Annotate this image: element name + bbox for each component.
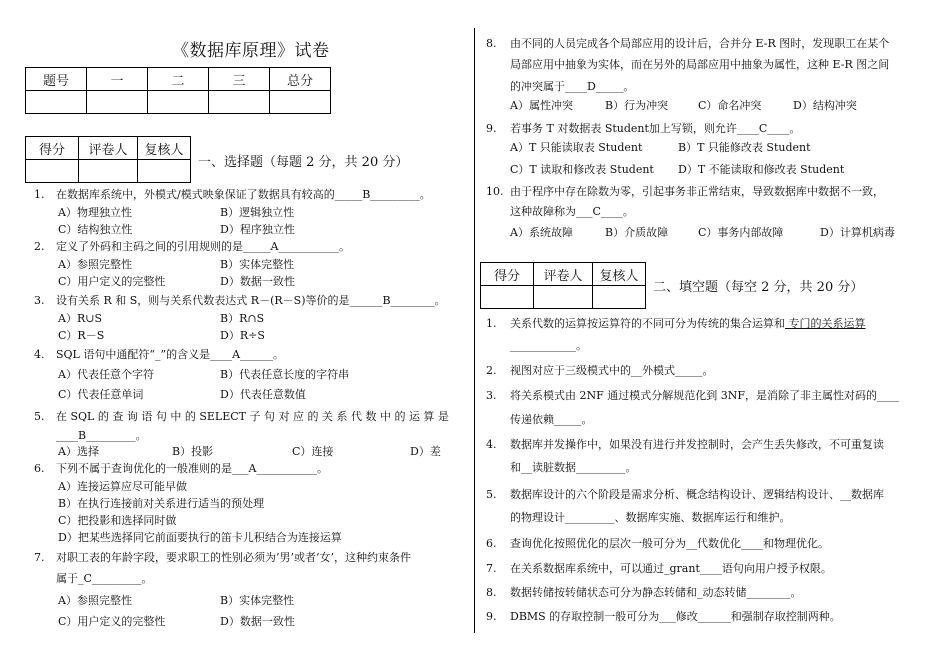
option: A）系统故障 (510, 226, 573, 239)
option: B）逻辑独立性 (220, 206, 295, 219)
fill-question-6: 6. 查询优化按照优化的层次一般可分为__代数优化____和物理优化。 (486, 537, 829, 550)
column-divider (474, 28, 475, 633)
option: C）命名冲突 (698, 99, 762, 112)
score-table-value-row (26, 91, 331, 114)
score-table (25, 67, 331, 114)
score-header-cell: 二 (148, 68, 209, 91)
option: D）差 (410, 445, 441, 458)
option: D）程序独立性 (220, 223, 295, 236)
question-9: 9. 若事务 T 对数据表 Student加上写锁，则允许____C____。 (486, 122, 801, 135)
score-value-cell (26, 91, 87, 114)
grader-value-cell (138, 160, 191, 183)
option: B）实体完整性 (220, 594, 295, 607)
option: C）把投影和选择同时做 (58, 514, 177, 527)
option: B）行为冲突 (605, 99, 669, 112)
question-3: 3. 设有关系 R 和 S，则与关系代数表达式 R－(R－S)等价的是______B________。 (34, 294, 446, 307)
option: D）数据一致性 (220, 275, 295, 288)
option: A）R∪S (58, 312, 102, 325)
grader-value-cell (593, 286, 646, 309)
section1-title: 一、选择题（每题 2 分，共 20 分） (198, 155, 409, 170)
option: B）介质故障 (605, 226, 669, 239)
grader-value-cell (79, 160, 138, 183)
question-4: 4. SQL 语句中通配符“_”的含义是____A______。 (34, 348, 285, 361)
grader-header-cell: 得分 (26, 137, 79, 160)
option: D）计算机病毒 (820, 226, 895, 239)
score-value-cell (148, 91, 209, 114)
grader-header-cell: 评卷人 (534, 263, 593, 286)
grader-table-section2 (480, 262, 646, 309)
option: D）结构冲突 (793, 99, 857, 112)
option: C）用户定义的完整性 (58, 615, 166, 628)
option: D）把某些选择同它前面要执行的笛卡儿积结合为连接运算 (58, 531, 342, 544)
option: C）T 读取和修改表 Student (510, 163, 654, 176)
question-continuation: 的物理设计_________、数据库实施、数据库运行和维护。 (510, 511, 791, 524)
question-7: 7. 对职工表的年龄字段，要求职工的性别必须为‘男’或者‘女’，这种约束条件 (34, 551, 411, 564)
option: C）结构独立性 (58, 223, 133, 236)
option: D）代表任意数值 (220, 388, 306, 401)
grader-value-cell (26, 160, 79, 183)
fill-question-9: 9. DBMS 的存取控制一般可分为___修改______和强制存取控制两种。 (486, 610, 841, 623)
option: B）T 只能修改表 Student (678, 141, 811, 154)
grader-value-cell (481, 286, 534, 309)
option: B）实体完整性 (220, 258, 295, 271)
score-header-cell: 题号 (26, 68, 87, 91)
question-2: 2. 定义了外码和主码之间的引用规则的是_____A___________。 (34, 240, 350, 253)
score-value-cell (270, 91, 331, 114)
question-5: 5. 在 SQL 的 查 询 语 句 中 的 SELECT 子 句 对 应 的 关 系 代 数 中 的 运 算 是 (34, 410, 449, 423)
question-continuation: 局部应用中抽象为实体，而在另外的局部应用中抽象为属性，这种 E-R 图之间 (510, 58, 890, 71)
score-header-cell: 一 (87, 68, 148, 91)
option: D）T 不能读取和修改表 Student (678, 163, 845, 176)
option: A）参照完整性 (58, 258, 132, 271)
score-header-cell: 三 (209, 68, 270, 91)
option: A）参照完整性 (58, 594, 132, 607)
option: B）投影 (172, 445, 214, 458)
fill-question-1: 1. 关系代数的运算按运算符的不同可分为传统的集合运算和 专门的关系运算 (486, 317, 866, 330)
question-continuation: 的冲突属于____D_____。 (510, 80, 635, 93)
exam-title: 《数据库原理》试卷 (172, 41, 330, 61)
option: B）R∩S (220, 312, 265, 325)
option: A）属性冲突 (510, 99, 573, 112)
fill-question-7: 7. 在关系数据库系统中，可以通过_grant____语句向用户授予权限。 (486, 562, 832, 575)
question-continuation: ____B_________。 (56, 429, 147, 442)
grader-header-cell: 复核人 (593, 263, 646, 286)
left-column (22, 0, 467, 672)
question-continuation: 属于_C_________。 (56, 572, 153, 585)
option: C）连接 (292, 445, 334, 458)
question-continuation: 和__读脏数据_________。 (510, 461, 637, 474)
grader-value-cell (534, 286, 593, 309)
option: C）事务内部故障 (698, 226, 784, 239)
option: C）R－S (58, 329, 105, 342)
score-header-cell: 总分 (270, 68, 331, 91)
grader-header-cell: 得分 (481, 263, 534, 286)
question-6: 6. 下列不属于查询优化的一般准则的是___A___________。 (34, 462, 328, 475)
question-8: 8. 由不同的人员完成各个局部应用的设计后，合并分 E-R 图时，发现职工在某个 (486, 37, 890, 50)
option: A）T 只能读取表 Student (510, 141, 643, 154)
option: A）物理独立性 (58, 206, 132, 219)
option: B）代表任意长度的字符串 (220, 368, 350, 381)
grader-header-cell: 复核人 (138, 137, 191, 160)
score-value-cell (209, 91, 270, 114)
option: D）数据一致性 (220, 615, 295, 628)
fill-question-5: 5. 数据库设计的六个阶段是需求分析、概念结构设计、逻辑结构设计、__数据库 (486, 488, 884, 501)
question-continuation: ____________。 (510, 339, 587, 352)
option: D）R÷S (220, 329, 265, 342)
score-table-header-row (26, 68, 331, 91)
fill-question-4: 4. 数据库并发操作中，如果没有进行并发控制时，会产生丢失修改，不可重复读 (486, 438, 884, 451)
option: A）代表任意个字符 (58, 368, 154, 381)
grader-header-cell: 评卷人 (79, 137, 138, 160)
option: A）连接运算应尽可能早做 (58, 480, 187, 493)
question-continuation: 这种故障称为___C____。 (510, 205, 634, 218)
section2-title: 二、填空题（每空 2 分，共 20 分） (653, 280, 864, 295)
question-continuation: 传递依赖_____。 (510, 413, 593, 426)
grader-table-section1 (25, 136, 191, 183)
fill-question-3: 3. 将关系模式由 2NF 通过模式分解规范化到 3NF，是消除了非主属性对码的____ (486, 389, 899, 402)
question-1: 1. 在数据库系统中，外模式/模式映象保证了数据具有较高的_____B_________。 (34, 188, 431, 201)
fill-question-8: 8. 数据转储按转储状态可分为静态转储和_动态转储________。 (486, 586, 802, 599)
score-value-cell (87, 91, 148, 114)
right-column (480, 0, 930, 672)
option: C）用户定义的完整性 (58, 275, 166, 288)
option: C）代表任意单词 (58, 388, 144, 401)
option: B）在执行连接前对关系进行适当的预处理 (58, 497, 265, 510)
fill-question-2: 2. 视图对应于三级模式中的__外模式_____。 (486, 364, 714, 377)
option: A）选择 (58, 445, 99, 458)
question-10: 10. 由于程序中存在除数为零，引起事务非正常结束，导致数据库中数据不一致， (486, 185, 884, 198)
